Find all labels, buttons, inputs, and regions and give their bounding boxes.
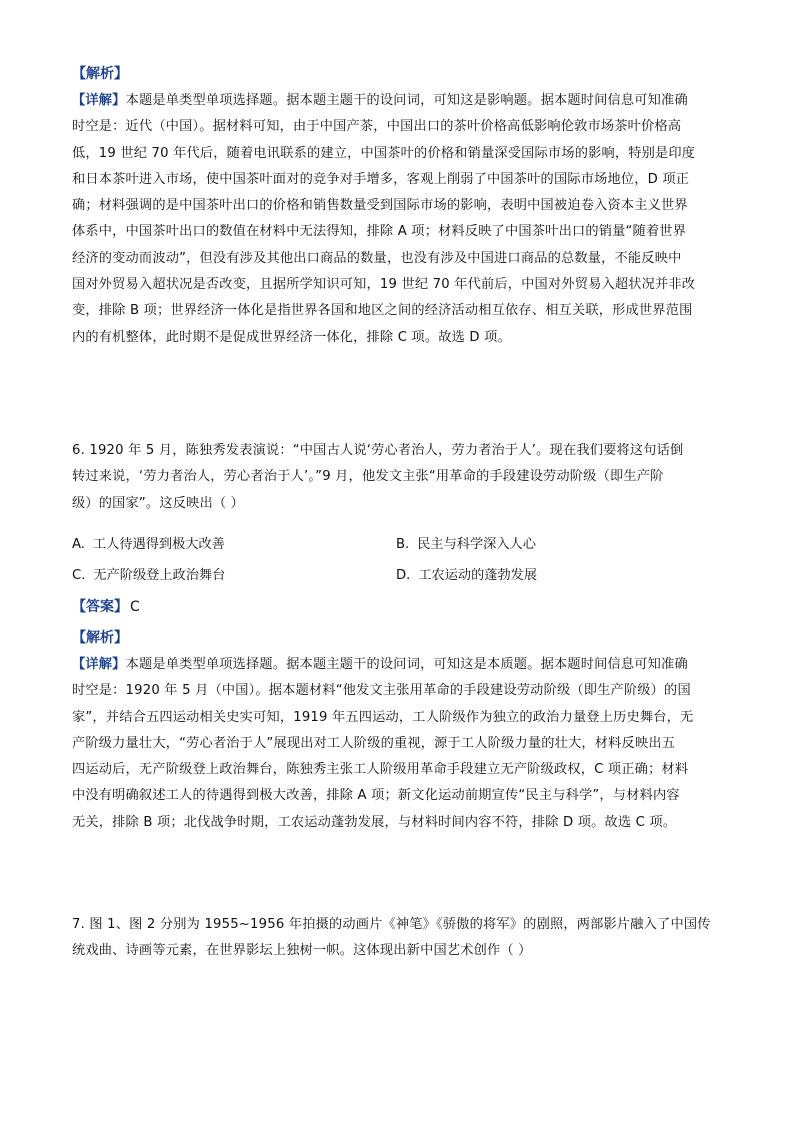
option-b	[396, 535, 536, 555]
option-text: 无产阶级登上政治舞台	[93, 568, 226, 583]
detail-label: 【详解】	[72, 657, 126, 672]
question-7-stem	[72, 912, 728, 965]
option-text: 工人待遇得到极大改善	[92, 537, 225, 552]
option-letter: B.	[396, 537, 410, 552]
question-line: 统戏曲、诗画等元素，在世界影坛上独树一帜。这体现出新中国艺术创作（ ）	[72, 943, 532, 959]
detail-line: 变，排除 B 项；世界经济一体化是指世界各国和地区之间的经济活动相互依存、相互关联，形成世界范围	[72, 303, 693, 319]
option-text: 民主与科学深入人心	[417, 537, 536, 552]
detail-line: 体系中，中国茶叶出口的数值在材料中无法得知，排除 A 项；材料反映了中国茶叶出口的销量“随着世界	[72, 224, 687, 240]
detail-line: 产阶级力量壮大，“劳心者治于人”展现出对工人阶级的重视，源于工人阶级力量的壮大，材料反映出五	[72, 735, 676, 751]
answer-label: 【答案】	[72, 599, 128, 615]
detail-line: 时空是：1920 年 5 月（中国）。据本题材料“他发文主张用革命的手段建设劳动阶级（即生产阶级）的国	[72, 683, 691, 699]
option-letter: C.	[72, 568, 86, 583]
question-line: 6. 1920 年 5 月，陈独秀发表演说：“中国古人说‘劳心者治人，劳力者治于人’。现在我们要将这句话倒	[72, 443, 684, 458]
detail-line: 国对外贸易入超状况是否改变，且据所学知识可知，19 世纪 70 年代前后，中国对外贸易入超状况并非改	[72, 277, 696, 293]
detail-text: 本题是单类型单项选择题。据本题主题干的设问词，可知这是影响题。据本题时间信息可知准确	[125, 93, 688, 108]
question-line: 转过来说，‘劳力者治人，劳心者治于人’。”9 月，他发文主张“用革命的手段建设劳动阶级（即生产阶	[72, 469, 664, 485]
answer-line	[72, 597, 140, 617]
detail-label: 【详解】	[72, 93, 126, 108]
detail-paragraph-q6	[72, 652, 728, 836]
option-letter: D.	[396, 568, 411, 583]
option-text: 工农运动的蓬勃发展	[418, 568, 538, 583]
analysis-heading: 【解析】	[72, 630, 128, 646]
detail-line: 无关，排除 B 项；北伐战争时期，工农运动蓬勃发展，与材料时间内容不符，排除 D 项。故选 C 项。	[72, 814, 677, 830]
detail-line: 低，19 世纪 70 年代后，随着电讯联系的建立，中国茶叶的价格和销量深受国际市场的影响，特别是印度	[72, 145, 696, 161]
question-6-stem	[72, 438, 728, 517]
option-a	[72, 535, 225, 555]
detail-line	[72, 652, 728, 678]
answer-value: C	[130, 599, 140, 615]
detail-line: 四运动后，无产阶级登上政治舞台，陈独秀主张工人阶级用革命手段建立无产阶级政权，C 项正确；材料	[72, 762, 689, 778]
detail-line: 经济的变动而波动”，但没有涉及其他出口商品的数量，也没有涉及中国进口商品的总数量，不能反映中	[72, 250, 682, 266]
analysis-heading: 【解析】	[72, 66, 128, 82]
option-d	[396, 566, 537, 586]
detail-line: 确；材料强调的是中国茶叶出口的价格和销售数量受到国际市场的影响，表明中国被迫卷入资本主义世界	[72, 198, 688, 214]
detail-line	[72, 88, 728, 114]
detail-line: 时空是：近代（中国）。据材料可知，由于中国产茶，中国出口的茶叶价格高低影响伦敦市场茶叶价格高	[72, 119, 682, 135]
option-letter: A.	[72, 537, 85, 552]
detail-line: 中没有明确叙述工人的待遇得到极大改善，排除 A 项；新文化运动前期宣传“民主与科学”，与材料内容	[72, 788, 680, 804]
detail-paragraph-q5	[72, 88, 728, 351]
detail-line: 内的有机整体，此时期不是促成世界经济一体化，排除 C 项。故选 D 项。	[72, 329, 511, 345]
detail-text: 本题是单类型单项选择题。据本题主题干的设问词，可知这是本质题。据本题时间信息可知准确	[125, 657, 688, 672]
option-c	[72, 566, 225, 586]
question-line: 7. 图 1、图 2 分别为 1955~1956 年拍摄的动画片《神笔》《骄傲的将军》的剧照，两部影片融入了中国传	[72, 917, 711, 932]
detail-line: 家”，并结合五四运动相关史实可知，1919 年五四运动，工人阶级作为独立的政治力量登上历史舞台，无	[72, 709, 694, 725]
question-line: 级）的国家”。这反映出（ ）	[72, 495, 245, 511]
detail-line: 和日本茶叶进入市场，使中国茶叶面对的竞争对手增多，客观上削弱了中国茶叶的国际市场地位，D 项正	[72, 171, 690, 187]
